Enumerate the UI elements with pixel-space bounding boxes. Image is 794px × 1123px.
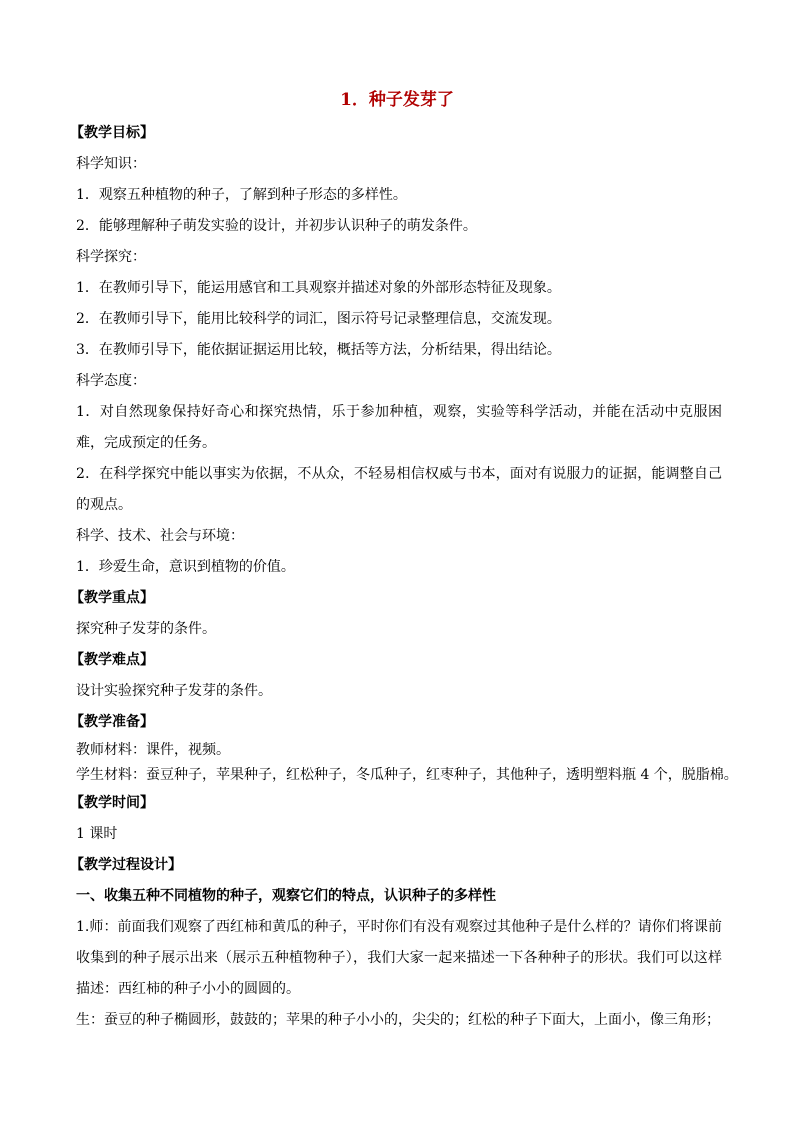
inquiry-item: 1．在教师引导下，能运用感官和工具观察并描述对象的外部形态特征及现象。: [76, 280, 561, 296]
teacher-materials: 教师材料：课件，视频。: [76, 742, 230, 758]
document-title: 1．种子发芽了: [340, 90, 454, 110]
key-point-heading: 【教学重点】: [70, 590, 154, 606]
knowledge-item: 2．能够理解种子萌发实验的设计，并初步认识种子的萌发条件。: [76, 218, 477, 234]
knowledge-item: 1．观察五种植物的种子，了解到种子形态的多样性。: [76, 187, 407, 203]
process-heading: 【教学过程设计】: [70, 857, 182, 873]
society-label: 科学、技术、社会与环境：: [76, 528, 244, 544]
time-text: 1 课时: [76, 826, 118, 842]
student-paragraph: 生：蚕豆的种子椭圆形，鼓鼓的；苹果的种子小小的，尖尖的；红松的种子下面大，上面小，像三角形；: [76, 1012, 720, 1028]
inquiry-label: 科学探究：: [76, 249, 146, 265]
section-heading: 一、收集五种不同植物的种子，观察它们的特点，认识种子的多样性: [76, 888, 496, 904]
time-heading: 【教学时间】: [70, 795, 154, 811]
attitude-item: 1．对自然现象保持好奇心和探究热情，乐于参加种植，观察，实验等科学活动，并能在活动中克服困难，完成预定的任务。: [76, 404, 722, 451]
preparation-heading: 【教学准备】: [70, 714, 154, 730]
difficulty-text: 设计实验探究种子发芽的条件。: [76, 683, 272, 699]
difficulty-heading: 【教学难点】: [70, 652, 154, 668]
inquiry-item: 2．在教师引导下，能用比较科学的词汇，图示符号记录整理信息，交流发现。: [76, 311, 561, 327]
key-point-text: 探究种子发芽的条件。: [76, 621, 216, 637]
objectives-heading: 【教学目标】: [70, 125, 154, 141]
knowledge-label: 科学知识：: [76, 156, 146, 172]
attitude-item: 2．在科学探究中能以事实为依据，不从众，不轻易相信权威与书本，面对有说服力的证据，能调整自己的观点。: [76, 466, 722, 513]
inquiry-item: 3．在教师引导下，能依据证据运用比较，概括等方法，分析结果，得出结论。: [76, 342, 561, 358]
teacher-paragraph: 1.师：前面我们观察了西红柿和黄瓜的种子，平时你们有没有观察过其他种子是什么样的？请你们将课前收集到的种子展示出来（展示五种植物种子），我们大家一起来描述一下各种种子的形状。我们可以这样描述：西红柿的种子小小的圆圆的。: [76, 919, 722, 997]
attitude-label: 科学态度：: [76, 373, 146, 389]
document-body: [70, 118, 738, 1036]
student-materials: 学生材料：蚕豆种子，苹果种子，红松种子，冬瓜种子，红枣种子，其他种子，透明塑料瓶 4 个，脱脂棉。: [76, 767, 738, 783]
society-item: 1．珍爱生命，意识到植物的价值。: [76, 559, 295, 575]
